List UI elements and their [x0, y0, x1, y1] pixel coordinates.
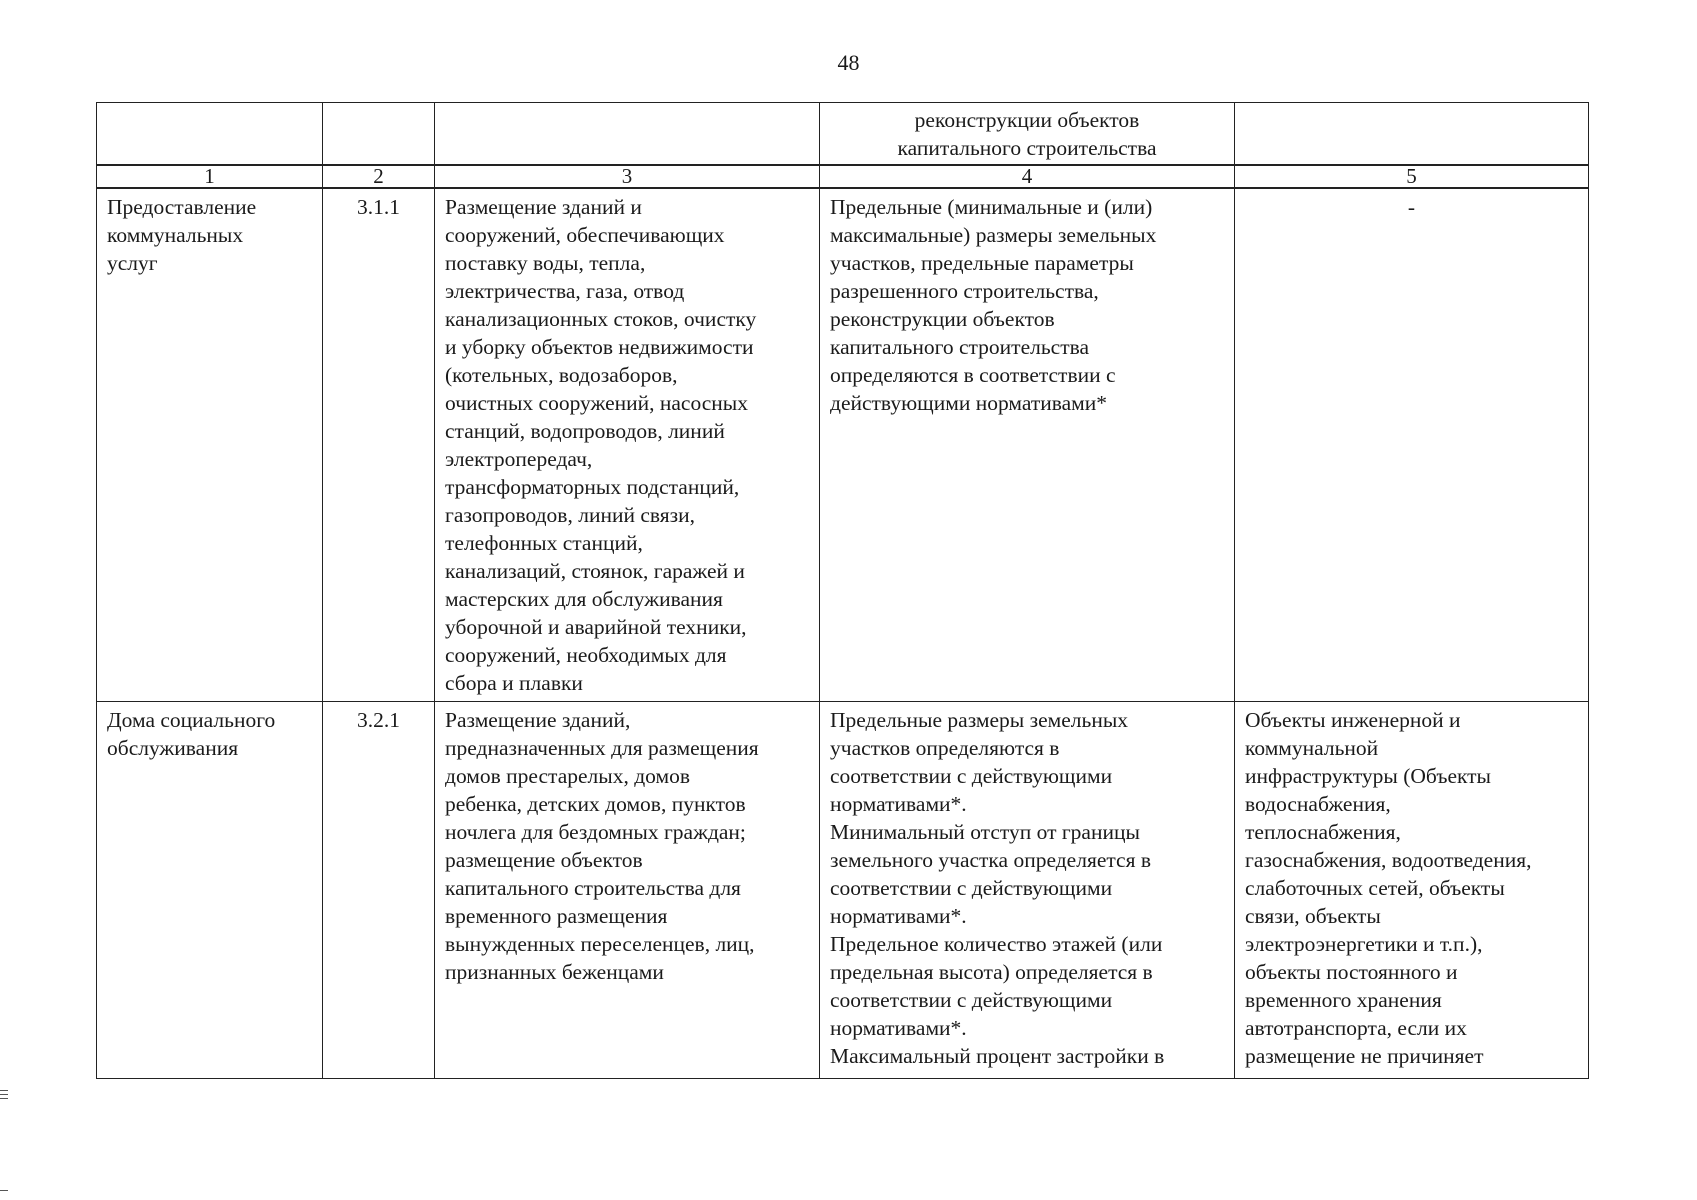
- cell-text-line: станций, водопроводов, линий: [445, 419, 725, 443]
- cont-line: капитального строительства: [897, 136, 1157, 160]
- column-number-row: [97, 165, 1589, 188]
- auxiliary-uses: [1235, 188, 1589, 702]
- col-number: 1: [97, 165, 323, 188]
- cell-text-line: коммунальной: [1245, 736, 1379, 760]
- col-number: 2: [323, 165, 435, 188]
- use-type-code: 3.2.1: [323, 702, 435, 1079]
- cell-text-line: уборочной и аварийной техники,: [445, 615, 747, 639]
- use-description: [435, 702, 820, 1079]
- cell-text-line: Предельные (минимальные и (или): [830, 195, 1153, 219]
- cell-text-line: нормативами*.: [830, 904, 967, 928]
- scan-margin-mark: [0, 1190, 8, 1191]
- cell-text-line: телефонных станций,: [445, 531, 643, 555]
- cell-text-line: предназначенных для размещения: [445, 736, 759, 760]
- table-row: [97, 702, 1589, 1079]
- cell-text-line: Предоставление: [107, 195, 257, 219]
- page-number: 48: [837, 50, 860, 75]
- cont-cell-1: [97, 103, 323, 166]
- cell-text-line: капитального строительства для: [445, 876, 741, 900]
- cell-text-line: очистных сооружений, насосных: [445, 391, 749, 415]
- cell-text-line: электроэнергетики и т.п.),: [1245, 932, 1483, 956]
- cell-text-line: Минимальный отступ от границы: [830, 820, 1140, 844]
- cell-text-line: сооружений, обеспечивающих: [445, 223, 725, 247]
- cell-text-line: предельная высота) определяется в: [830, 960, 1153, 984]
- cell-text-line: максимальные) размеры земельных: [830, 223, 1157, 247]
- cell-text-line: Предельные размеры земельных: [830, 708, 1129, 732]
- use-type-code: 3.1.1: [323, 188, 435, 702]
- use-type-name: [97, 702, 323, 1079]
- cell-text-line: сооружений, необходимых для: [445, 643, 727, 667]
- col-number: 4: [820, 165, 1235, 188]
- col-number: 3: [435, 165, 820, 188]
- cell-text-line: временного размещения: [445, 904, 668, 928]
- cell-text-line: Предельное количество этажей (или: [830, 932, 1163, 956]
- cell-text-line: Размещение зданий и: [445, 195, 642, 219]
- cell-text-line: газоснабжения, водоотведения,: [1245, 848, 1532, 872]
- cell-text-line: газопроводов, линий связи,: [445, 503, 696, 527]
- cell-text-line: вынужденных переселенцев, лиц,: [445, 932, 755, 956]
- scan-margin-mark: [0, 1090, 8, 1091]
- cell-text-line: электричества, газа, отвод: [445, 279, 685, 303]
- cell-text-line: теплоснабжения,: [1245, 820, 1401, 844]
- cell-text-line: размещение объектов: [445, 848, 643, 872]
- cell-text-line: домов престарелых, домов: [445, 764, 690, 788]
- cell-text-line: ребенка, детских домов, пунктов: [445, 792, 746, 816]
- scan-margin-mark: [0, 1098, 8, 1099]
- table-row: [97, 188, 1589, 702]
- cell-text-line: временного хранения: [1245, 988, 1442, 1012]
- cell-text-line: слаботочных сетей, объекты: [1245, 876, 1505, 900]
- cell-text-line: Максимальный процент застройки в: [830, 1044, 1165, 1068]
- cell-text-line: признанных беженцами: [445, 960, 664, 984]
- cell-text-line: и уборку объектов недвижимости: [445, 335, 754, 359]
- cell-text-line: трансформаторных подстанций,: [445, 475, 740, 499]
- cell-text-line: сбора и плавки: [445, 671, 583, 695]
- cont-cell-3: [435, 103, 820, 166]
- cell-text-line: коммунальных: [107, 223, 244, 247]
- cont-cell-4: [820, 103, 1235, 166]
- cell-text-line: соответствии с действующими: [830, 764, 1113, 788]
- cell-text-line: канализационных стоков, очистку: [445, 307, 757, 331]
- cell-text-line: канализаций, стоянок, гаражей и: [445, 559, 745, 583]
- cell-text-line: соответствии с действующими: [830, 876, 1113, 900]
- use-description: [435, 188, 820, 702]
- cont-line: реконструкции объектов: [914, 108, 1140, 132]
- cell-text-line: участков, предельные параметры: [830, 251, 1134, 275]
- cell-text-line: -: [1407, 195, 1416, 219]
- cell-text-line: водоснабжения,: [1245, 792, 1391, 816]
- cell-text-line: действующими нормативами*: [830, 391, 1108, 415]
- cell-text-line: реконструкции объектов: [830, 307, 1055, 331]
- cell-text-line: связи, объекты: [1245, 904, 1381, 928]
- scan-margin-mark: [0, 1094, 8, 1095]
- cell-text-line: капитального строительства: [830, 335, 1090, 359]
- cell-text-line: нормативами*.: [830, 792, 967, 816]
- cell-text-line: Дома социального: [107, 708, 276, 732]
- cell-text-line: мастерских для обслуживания: [445, 587, 723, 611]
- cell-text-line: услуг: [107, 251, 158, 275]
- cell-text-line: разрешенного строительства,: [830, 279, 1099, 303]
- parameters-text: [820, 188, 1235, 702]
- cont-cell-5: [1235, 103, 1589, 166]
- cell-text-line: земельного участка определяется в: [830, 848, 1151, 872]
- cont-cell-2: [323, 103, 435, 166]
- cell-text-line: поставку воды, тепла,: [445, 251, 646, 275]
- cell-text-line: нормативами*.: [830, 1016, 967, 1040]
- cell-text-line: участков определяются в: [830, 736, 1060, 760]
- cell-text-line: объекты постоянного и: [1245, 960, 1458, 984]
- use-type-name: [97, 188, 323, 702]
- cell-text-line: автотранспорта, если их: [1245, 1016, 1467, 1040]
- cell-text-line: размещение не причиняет: [1245, 1044, 1484, 1068]
- cell-text-line: (котельных, водозаборов,: [445, 363, 678, 387]
- col-number: 5: [1235, 165, 1589, 188]
- land-use-table: [96, 102, 1589, 1079]
- cell-text-line: электропередач,: [445, 447, 593, 471]
- cell-text-line: Размещение зданий,: [445, 708, 631, 732]
- cell-text-line: определяются в соответствии с: [830, 363, 1116, 387]
- cell-text-line: Объекты инженерной и: [1245, 708, 1461, 732]
- cell-text-line: соответствии с действующими: [830, 988, 1113, 1012]
- cell-text-line: инфраструктуры (Объекты: [1245, 764, 1492, 788]
- cell-text-line: ночлега для бездомных граждан;: [445, 820, 746, 844]
- parameters-text: [820, 702, 1235, 1079]
- cell-text-line: обслуживания: [107, 736, 239, 760]
- auxiliary-uses: [1235, 702, 1589, 1079]
- continuation-row: [97, 103, 1589, 166]
